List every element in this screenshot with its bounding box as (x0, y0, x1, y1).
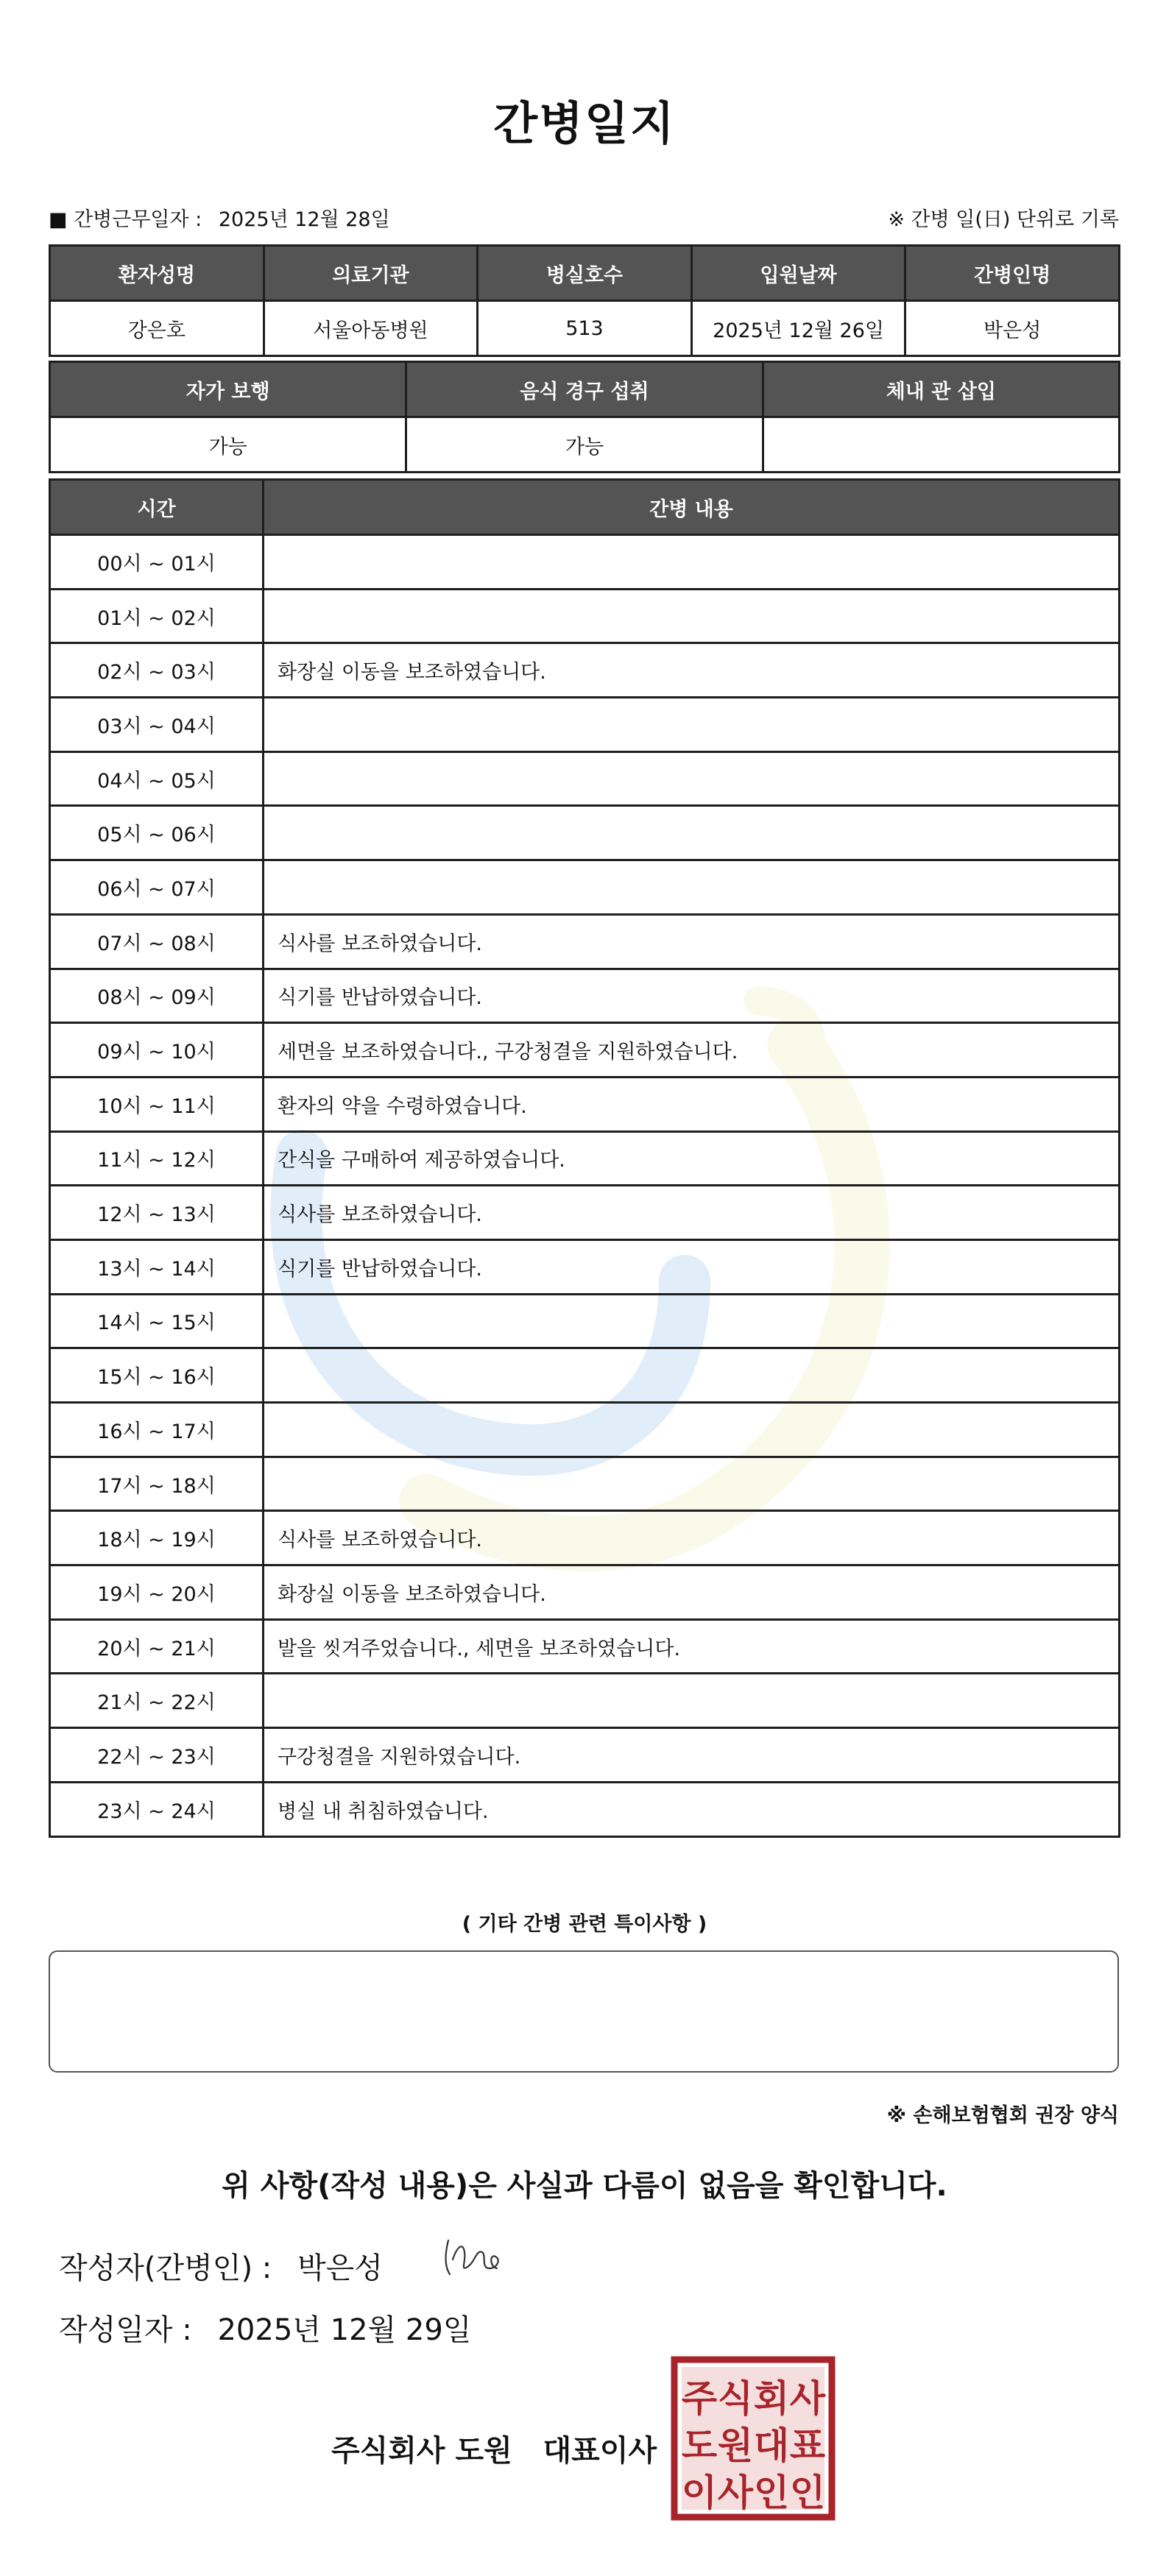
log-time: 05시 ~ 06시 (50, 806, 264, 860)
log-row (50, 1131, 1120, 1186)
admission-date: 2025년 12월 26일 (691, 301, 905, 356)
hospital-name: 서울아동병원 (264, 301, 478, 356)
log-row (50, 589, 1120, 643)
log-content: 환자의 약을 수령하였습니다. (264, 1077, 1120, 1131)
header-room-number: 병실호수 (478, 246, 692, 301)
log-row (50, 1728, 1120, 1783)
log-content: 화장실 이동을 보조하였습니다. (264, 643, 1120, 698)
log-content: 식기를 반납하였습니다. (264, 1239, 1120, 1294)
log-row (50, 751, 1120, 806)
log-time: 15시 ~ 16시 (50, 1348, 264, 1403)
handwritten-signature (438, 2230, 512, 2282)
seal-char: 이 (681, 2471, 718, 2514)
log-row (50, 806, 1120, 860)
form-recommendation-note: ※ 손해보험협회 권장 양식 (886, 2104, 1119, 2127)
log-time: 13시 ~ 14시 (50, 1239, 264, 1294)
company-representative: 주식회사 도원 대표이사 (331, 2434, 657, 2468)
seal-char: 회 (753, 2377, 790, 2420)
seal-char: 사 (789, 2377, 826, 2420)
log-content: 병실 내 취침하였습니다. (264, 1782, 1120, 1836)
log-row (50, 914, 1120, 969)
work-date-value: 2025년 12월 28일 (218, 208, 390, 231)
care-log-table (49, 478, 1120, 1838)
status-header-row (50, 362, 1120, 417)
log-content: 식사를 보조하였습니다. (264, 1511, 1120, 1565)
log-row (50, 1674, 1120, 1728)
oral-intake-value: 가능 (406, 417, 763, 473)
seal-char: 대 (753, 2424, 790, 2467)
log-time: 04시 ~ 05시 (50, 751, 264, 806)
log-content: 식사를 보조하였습니다. (264, 1186, 1120, 1240)
log-row (50, 1619, 1120, 1674)
log-row (50, 1294, 1120, 1348)
log-content (264, 1674, 1120, 1728)
log-content (264, 1457, 1120, 1511)
log-content (264, 1403, 1120, 1457)
header-self-walking: 자가 보행 (50, 362, 406, 417)
log-row (50, 1511, 1120, 1565)
log-time: 23시 ~ 24시 (50, 1782, 264, 1836)
log-content: 화장실 이동을 보조하였습니다. (264, 1565, 1120, 1620)
tube-insertion-value (763, 417, 1119, 473)
log-time: 20시 ~ 21시 (50, 1619, 264, 1674)
log-time: 09시 ~ 10시 (50, 1023, 264, 1078)
log-content (264, 589, 1120, 643)
log-content (264, 698, 1120, 752)
log-header-row (50, 480, 1120, 535)
log-row (50, 698, 1120, 752)
log-time: 10시 ~ 11시 (50, 1077, 264, 1131)
log-time: 11시 ~ 12시 (50, 1131, 264, 1186)
page-title: 간병일지 (493, 96, 676, 150)
write-date-label: 작성일자 : (59, 2313, 192, 2347)
log-content (264, 1348, 1120, 1403)
write-date-line (59, 2307, 471, 2349)
log-time: 19시 ~ 20시 (50, 1565, 264, 1620)
seal-char: 인 (753, 2471, 790, 2514)
seal-char: 표 (789, 2424, 826, 2467)
log-row (50, 535, 1120, 590)
log-row (50, 1782, 1120, 1836)
log-time: 06시 ~ 07시 (50, 860, 264, 915)
seal-char: 식 (717, 2377, 754, 2420)
header-time: 시간 (50, 480, 264, 535)
log-time: 07시 ~ 08시 (50, 914, 264, 969)
log-row (50, 1457, 1120, 1511)
log-content: 세면을 보조하였습니다., 구강청결을 지원하였습니다. (264, 1023, 1120, 1078)
log-time: 17시 ~ 18시 (50, 1457, 264, 1511)
writer-name: 박은성 (297, 2251, 383, 2285)
log-time: 08시 ~ 09시 (50, 969, 264, 1023)
confirmation-statement: 위 사항(작성 내용)은 사실과 다름이 없음을 확인합니다. (222, 2169, 947, 2203)
log-row (50, 1077, 1120, 1131)
seal-char: 원 (717, 2424, 754, 2467)
log-time: 00시 ~ 01시 (50, 535, 264, 590)
status-value-row (50, 417, 1120, 473)
log-content: 발을 씻겨주었습니다., 세면을 보조하였습니다. (264, 1619, 1120, 1674)
patient-info-table (49, 244, 1120, 357)
self-walking-value: 가능 (50, 417, 406, 473)
header-caregiver-name: 간병인명 (905, 246, 1120, 301)
log-content (264, 806, 1120, 860)
log-content: 간식을 구매하여 제공하였습니다. (264, 1131, 1120, 1186)
log-time: 18시 ~ 19시 (50, 1511, 264, 1565)
log-content: 식기를 반납하였습니다. (264, 969, 1120, 1023)
work-date-label: ■ 간병근무일자 : (49, 208, 202, 231)
log-row (50, 643, 1120, 698)
patient-name: 강은호 (50, 301, 264, 356)
log-row (50, 1565, 1120, 1620)
log-time: 16시 ~ 17시 (50, 1403, 264, 1457)
caregiver-name: 박은성 (905, 301, 1120, 356)
log-time: 03시 ~ 04시 (50, 698, 264, 752)
log-row (50, 1348, 1120, 1403)
seal-char: 도 (681, 2424, 718, 2467)
work-date-line (49, 203, 390, 232)
log-content (264, 1294, 1120, 1348)
log-time: 22시 ~ 23시 (50, 1728, 264, 1783)
log-content: 식사를 보조하였습니다. (264, 914, 1120, 969)
special-notes-content (50, 1952, 1117, 1975)
header-oral-intake: 음식 경구 섭취 (406, 362, 763, 417)
log-row (50, 1023, 1120, 1078)
special-notes-box (49, 1950, 1119, 2073)
room-number: 513 (478, 301, 692, 356)
log-content: 구강청결을 지원하였습니다. (264, 1728, 1120, 1783)
company-seal (670, 2355, 836, 2522)
log-row (50, 1403, 1120, 1457)
log-row (50, 860, 1120, 915)
log-row (50, 1186, 1120, 1240)
patient-status-table (49, 361, 1120, 473)
patient-value-row (50, 301, 1120, 356)
log-content (264, 860, 1120, 915)
log-time: 12시 ~ 13시 (50, 1186, 264, 1240)
log-content (264, 535, 1120, 590)
log-row (50, 969, 1120, 1023)
writer-line (59, 2245, 383, 2287)
seal-char: 주 (681, 2377, 718, 2420)
log-time: 02시 ~ 03시 (50, 643, 264, 698)
patient-header-row (50, 246, 1120, 301)
log-content (264, 751, 1120, 806)
header-admission-date: 입원날짜 (691, 246, 905, 301)
header-patient-name: 환자성명 (50, 246, 264, 301)
header-hospital: 의료기관 (264, 246, 478, 301)
log-row (50, 1239, 1120, 1294)
log-time: 21시 ~ 22시 (50, 1674, 264, 1728)
header-care-content: 간병 내용 (264, 480, 1120, 535)
log-time: 01시 ~ 02시 (50, 589, 264, 643)
log-time: 14시 ~ 15시 (50, 1294, 264, 1348)
record-unit-note: ※ 간병 일(日) 단위로 기록 (888, 208, 1119, 231)
special-notes-title: ( 기타 간병 관련 특이사항 ) (462, 1913, 707, 1936)
header-tube-insertion: 체내 관 삽입 (763, 362, 1119, 417)
write-date-value: 2025년 12월 29일 (217, 2313, 472, 2347)
seal-char: 인 (789, 2471, 826, 2514)
seal-char: 사 (717, 2471, 754, 2514)
writer-label: 작성자(간병인) : (59, 2251, 272, 2285)
